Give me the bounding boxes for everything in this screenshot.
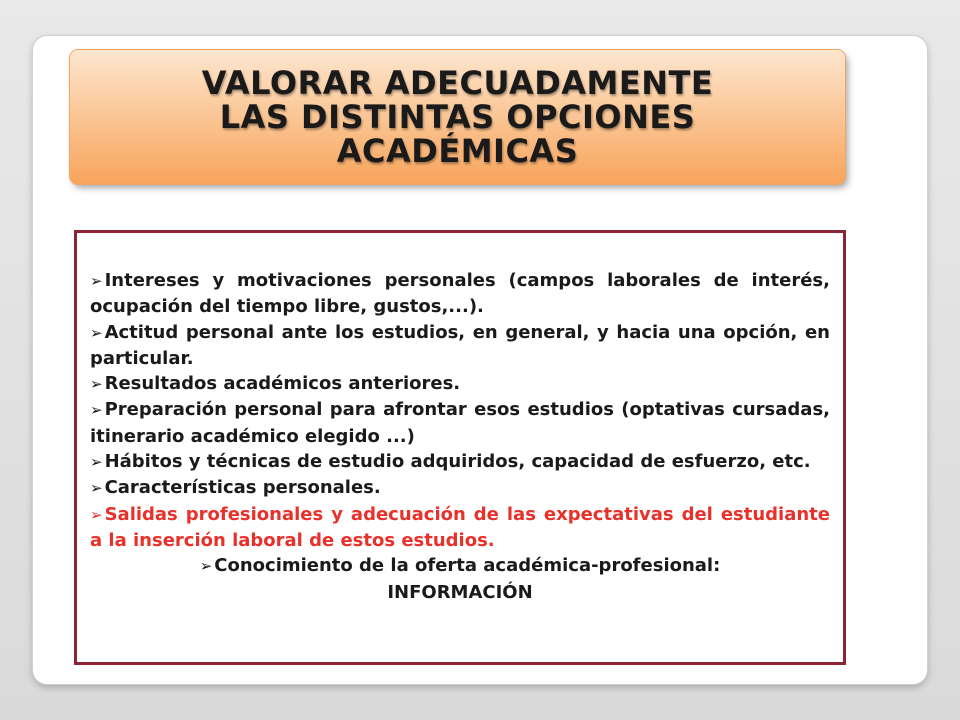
arrow-bullet-icon: ➢ bbox=[90, 323, 103, 342]
list-item bbox=[90, 268, 830, 320]
item-text: Características personales. bbox=[104, 477, 381, 499]
list-item-final bbox=[90, 553, 830, 579]
list-item-highlighted bbox=[90, 502, 830, 554]
title-banner bbox=[70, 50, 845, 184]
item-text: Preparación personal para afrontar esos estudios (optativas cursadas, itinerario académico elegido ...) bbox=[90, 399, 830, 447]
item-text: Actitud personal ante los estudios, en general, y hacia una opción, en particular. bbox=[90, 321, 830, 369]
item-text: Intereses y motivaciones personales (campos laborales de interés, ocupación del tiempo libre, gustos,...). bbox=[90, 270, 830, 318]
arrow-bullet-icon: ➢ bbox=[90, 375, 103, 394]
arrow-bullet-icon: ➢ bbox=[199, 557, 213, 576]
title-line-3: ACADÉMICAS bbox=[336, 132, 579, 170]
list-item bbox=[90, 397, 830, 449]
item-text: Hábitos y técnicas de estudio adquiridos, capacidad de esfuerzo, etc. bbox=[104, 451, 811, 473]
arrow-bullet-icon: ➢ bbox=[90, 401, 103, 420]
arrow-bullet-icon: ➢ bbox=[90, 479, 103, 498]
final-item-text: Conocimiento de la oferta académica-profesional: bbox=[214, 555, 721, 577]
title-line-2: LAS DISTINTAS OPCIONES bbox=[219, 98, 696, 136]
item-text: Resultados académicos anteriores. bbox=[104, 373, 461, 395]
list-item bbox=[90, 449, 830, 475]
title-line-1: VALORAR ADECUADAMENTE bbox=[201, 64, 714, 102]
content-box bbox=[74, 230, 846, 665]
information-label: INFORMACIÓN bbox=[387, 581, 533, 603]
list-item bbox=[90, 371, 830, 397]
arrow-bullet-icon: ➢ bbox=[90, 505, 103, 524]
arrow-bullet-icon: ➢ bbox=[90, 272, 103, 290]
list-item bbox=[90, 320, 830, 372]
factor-list bbox=[90, 268, 830, 605]
item-text: Salidas profesionales y adecuación de las expectativas del estudiante a la inserción laboral de estos estudios. bbox=[90, 503, 830, 551]
list-item bbox=[90, 475, 830, 501]
arrow-bullet-icon: ➢ bbox=[90, 453, 103, 472]
